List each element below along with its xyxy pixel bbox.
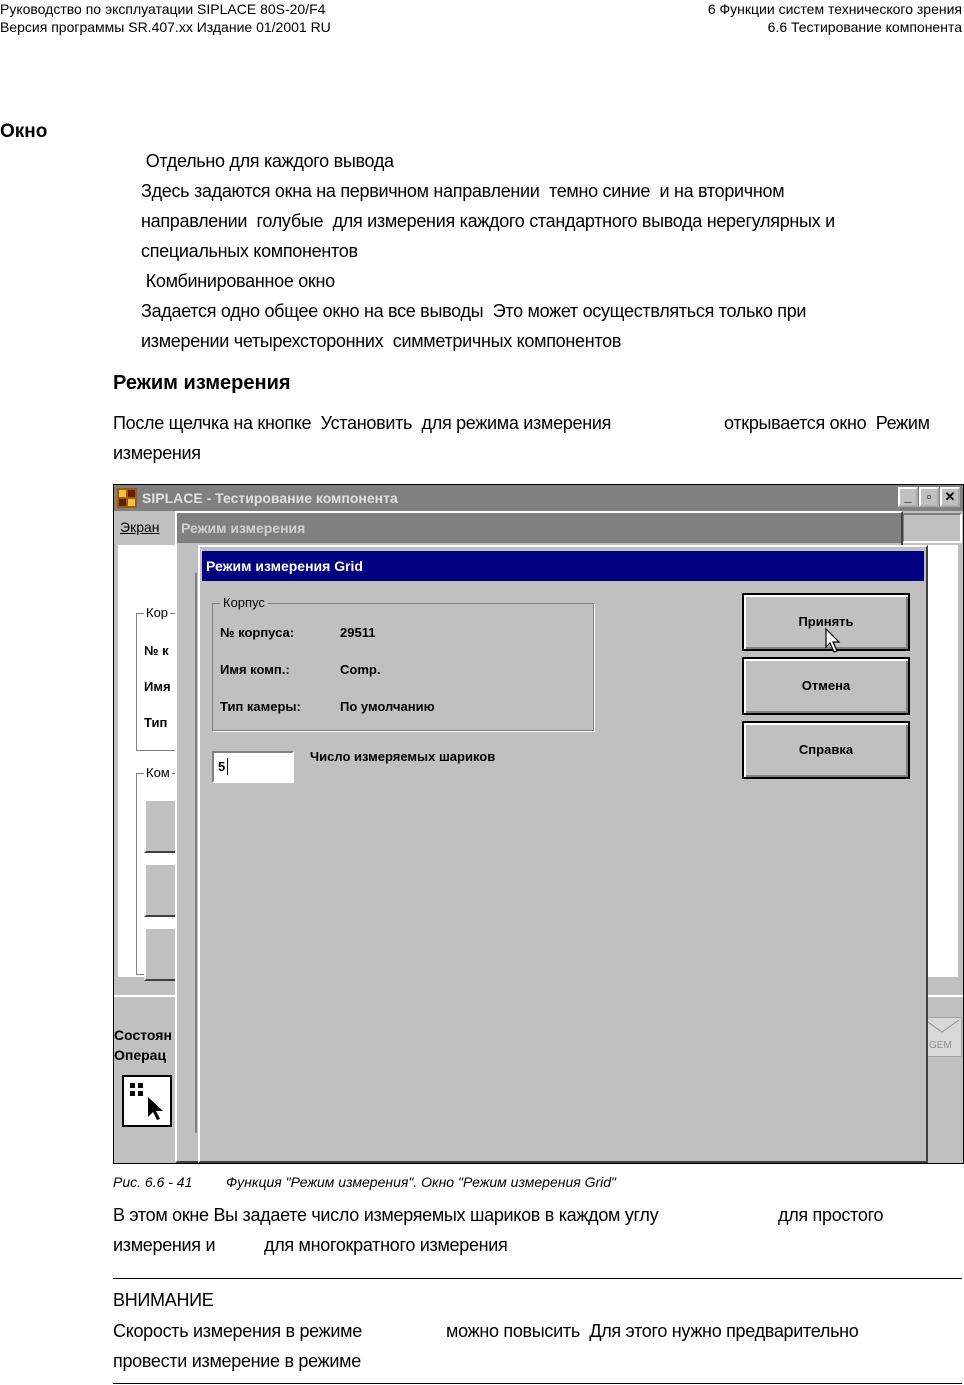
notice-title: ВНИМАНИЕ — [113, 1290, 214, 1310]
notice-line1a: Скорость измерения в режиме — [113, 1321, 362, 1341]
pointer-tool-button[interactable] — [122, 1075, 172, 1127]
status-label-line1: Состоян — [114, 1027, 172, 1043]
bg-label-2: Имя — [144, 679, 171, 694]
section-title-mode: Режим измерения — [113, 372, 291, 394]
header-right-line2: 6.6 Тестирование компонента — [767, 19, 962, 35]
bg-label-3: Тип — [144, 715, 168, 730]
mode-para-line1b: открывается окно Режим — [724, 413, 930, 433]
bg-group-title-1: Кор — [146, 605, 169, 620]
menu-item-screen[interactable]: Экран — [120, 519, 160, 535]
okno-para-4-line1: Задается одно общее окно на все выводы Это может осуществляться только при — [141, 301, 807, 321]
okno-para-2-line3: специальных компонентов — [141, 241, 358, 261]
screenshot-figure — [113, 484, 964, 1164]
help-button[interactable] — [742, 721, 910, 779]
gem-envelope-icon — [922, 1017, 962, 1057]
header-left-line1: Руководство по эксплуатации SIPLACE 80S-20/F4 — [0, 1, 326, 17]
mode-para-line2: измерения — [113, 443, 201, 463]
bg-button-2[interactable] — [144, 863, 178, 917]
balls-count-label: Число измеряемых шариков — [310, 749, 496, 764]
restore-button[interactable]: ▫ — [919, 487, 939, 507]
camera-type-value: По умолчанию — [340, 699, 435, 714]
gem-label: GEM — [929, 1040, 952, 1051]
parent-dialog-title-bar — [177, 513, 901, 543]
app-title-bar — [114, 485, 963, 511]
mode-para-line1a: После щелчка на кнопке Установить для режима измерения — [113, 413, 612, 433]
bg-button-1[interactable] — [144, 799, 178, 853]
parent-dialog-title: Режим измерения — [181, 520, 306, 536]
text-cursor — [227, 758, 228, 775]
component-name-label: Имя комп.: — [220, 662, 290, 677]
after-fig-line2b: для многократного измерения — [264, 1235, 508, 1255]
figure-number: Рис. 6.6 - 41 — [113, 1174, 193, 1190]
figure-caption: Функция "Режим измерения". Окно "Режим измерения Grid" — [226, 1174, 617, 1190]
grid-dialog-title-bar — [202, 551, 924, 581]
okno-para-2-line2: направлении голубые для измерения каждого стандартного вывода нерегулярных и — [141, 211, 835, 231]
header-left-line2: Версия программы SR.407.xx Издание 01/2001 RU — [0, 19, 331, 35]
siplace-logo-icon — [117, 488, 137, 508]
balls-count-value: 5 — [218, 759, 226, 774]
camera-type-label: Тип камеры: — [220, 699, 301, 714]
notice-line1b: можно повысить Для этого нужно предварительно — [446, 1321, 859, 1341]
balls-count-input[interactable] — [212, 751, 294, 783]
header-right-line1: 6 Функции систем технического зрения — [707, 1, 962, 17]
help-button-label: Справка — [798, 742, 854, 757]
bg-label-1: № к — [144, 643, 169, 658]
notice-top-rule — [113, 1278, 962, 1279]
close-button[interactable]: ✕ — [940, 487, 960, 507]
okno-para-4-line2: измерении четырехсторонних симметричных компонентов — [141, 331, 622, 351]
notice-bottom-rule — [113, 1383, 962, 1384]
status-label-line2: Операц — [114, 1047, 167, 1063]
okno-para-1: Отдельно для каждого вывода — [141, 151, 394, 171]
grid-dialog — [198, 545, 928, 1163]
bg-group-title-2: Ком — [146, 765, 170, 780]
housing-number-label: № корпуса: — [220, 625, 295, 640]
housing-group-title: Корпус — [220, 595, 268, 610]
mouse-pointer-icon — [824, 627, 844, 655]
notice-line2: провести измерение в режиме — [113, 1351, 361, 1371]
cancel-button[interactable] — [742, 657, 910, 715]
after-fig-line1b: для простого — [778, 1205, 884, 1225]
cancel-button-label: Отмена — [801, 678, 851, 693]
housing-number-value: 29511 — [340, 625, 376, 640]
grid-pointer-icon — [124, 1077, 170, 1125]
after-fig-line1a: В этом окне Вы задаете число измеряемых шариков в каждом углу — [113, 1205, 659, 1225]
minimize-button[interactable]: _ — [898, 487, 918, 507]
bg-button-3[interactable] — [144, 927, 178, 981]
app-title: SIPLACE - Тестирование компонента — [142, 490, 398, 506]
after-fig-line2a: измерения и — [113, 1235, 216, 1255]
okno-para-2-line1: Здесь задаются окна на первичном направлении темно синие и на вторичном — [141, 181, 785, 201]
okno-para-3: Комбинированное окно — [141, 271, 335, 291]
menu-right-panel — [902, 513, 962, 543]
grid-dialog-title: Режим измерения Grid — [206, 558, 363, 574]
component-name-value: Comp. — [340, 662, 381, 677]
accept-button-label: Принять — [798, 614, 854, 629]
section-title-okno: Окно — [0, 121, 48, 142]
